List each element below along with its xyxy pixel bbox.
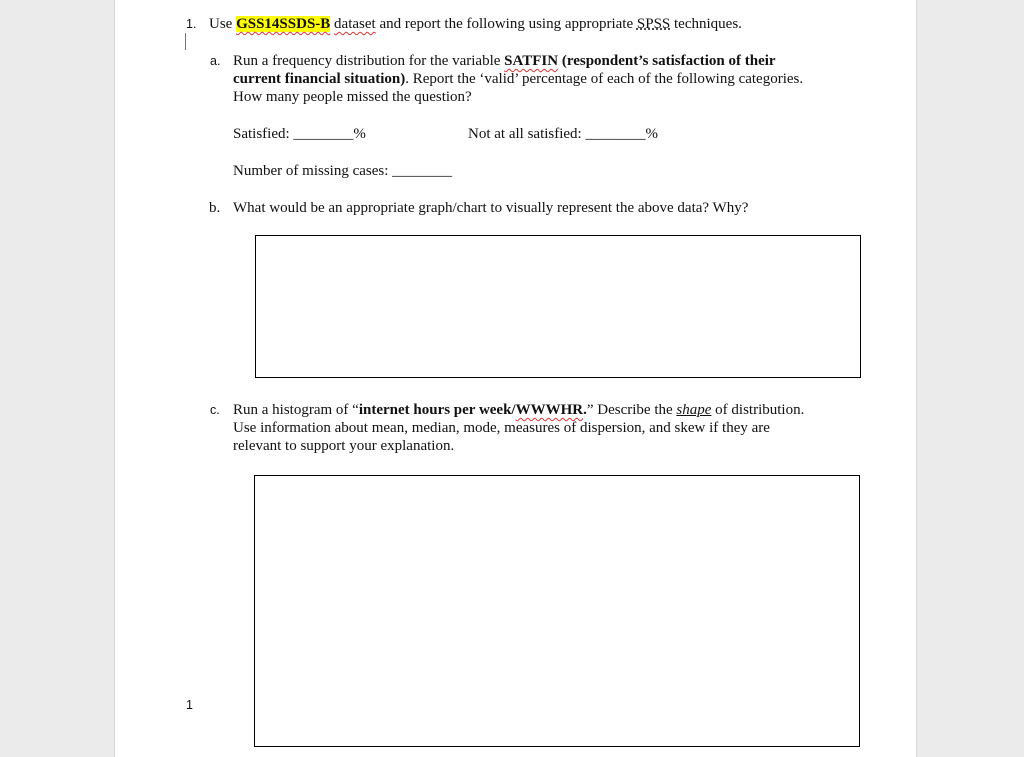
text-cursor — [185, 33, 186, 50]
document-page — [114, 0, 917, 757]
part-a-line-3: How many people missed the question? — [233, 89, 472, 105]
answer-box-b[interactable] — [255, 235, 861, 378]
part-c-line-2: Use information about mean, median, mode, measures of dispersion, and skew if they are — [233, 420, 770, 436]
part-c-line-3: relevant to support your explanation. — [233, 438, 455, 454]
part-c-label: c. — [210, 403, 220, 417]
part-b-text: What would be an appropriate graph/chart to visually represent the above data? Why? — [233, 200, 749, 216]
question-1-text: Use GSS14SSDS-B dataset and report the following using appropriate SPSS techniques. — [209, 16, 742, 32]
dataset-name-highlight: GSS14SSDS-B — [236, 16, 331, 32]
satisfied-blank: Satisfied: ________% — [233, 126, 366, 142]
part-b-label: b. — [209, 200, 221, 216]
wwwhr-variable: WWWHR — [515, 402, 584, 418]
question-number: 1. — [186, 17, 197, 31]
part-a-line-1: Run a frequency distribution for the variable SATFIN (respondent’s satisfaction of their — [233, 53, 776, 69]
part-a-label: a. — [210, 54, 221, 68]
not-satisfied-blank: Not at all satisfied: ________% — [468, 126, 658, 142]
missing-cases-blank: Number of missing cases: ________ — [233, 163, 453, 179]
part-c-line-1: Run a histogram of “internet hours per week/WWWHR.” Describe the shape of distribution. — [233, 402, 805, 418]
part-a-line-2: current financial situation). Report the ‘valid’ percentage of each of the following categories. — [233, 71, 804, 87]
answer-box-c[interactable] — [254, 475, 860, 747]
satfin-variable: SATFIN — [504, 53, 559, 69]
page-number: 1 — [186, 698, 193, 712]
